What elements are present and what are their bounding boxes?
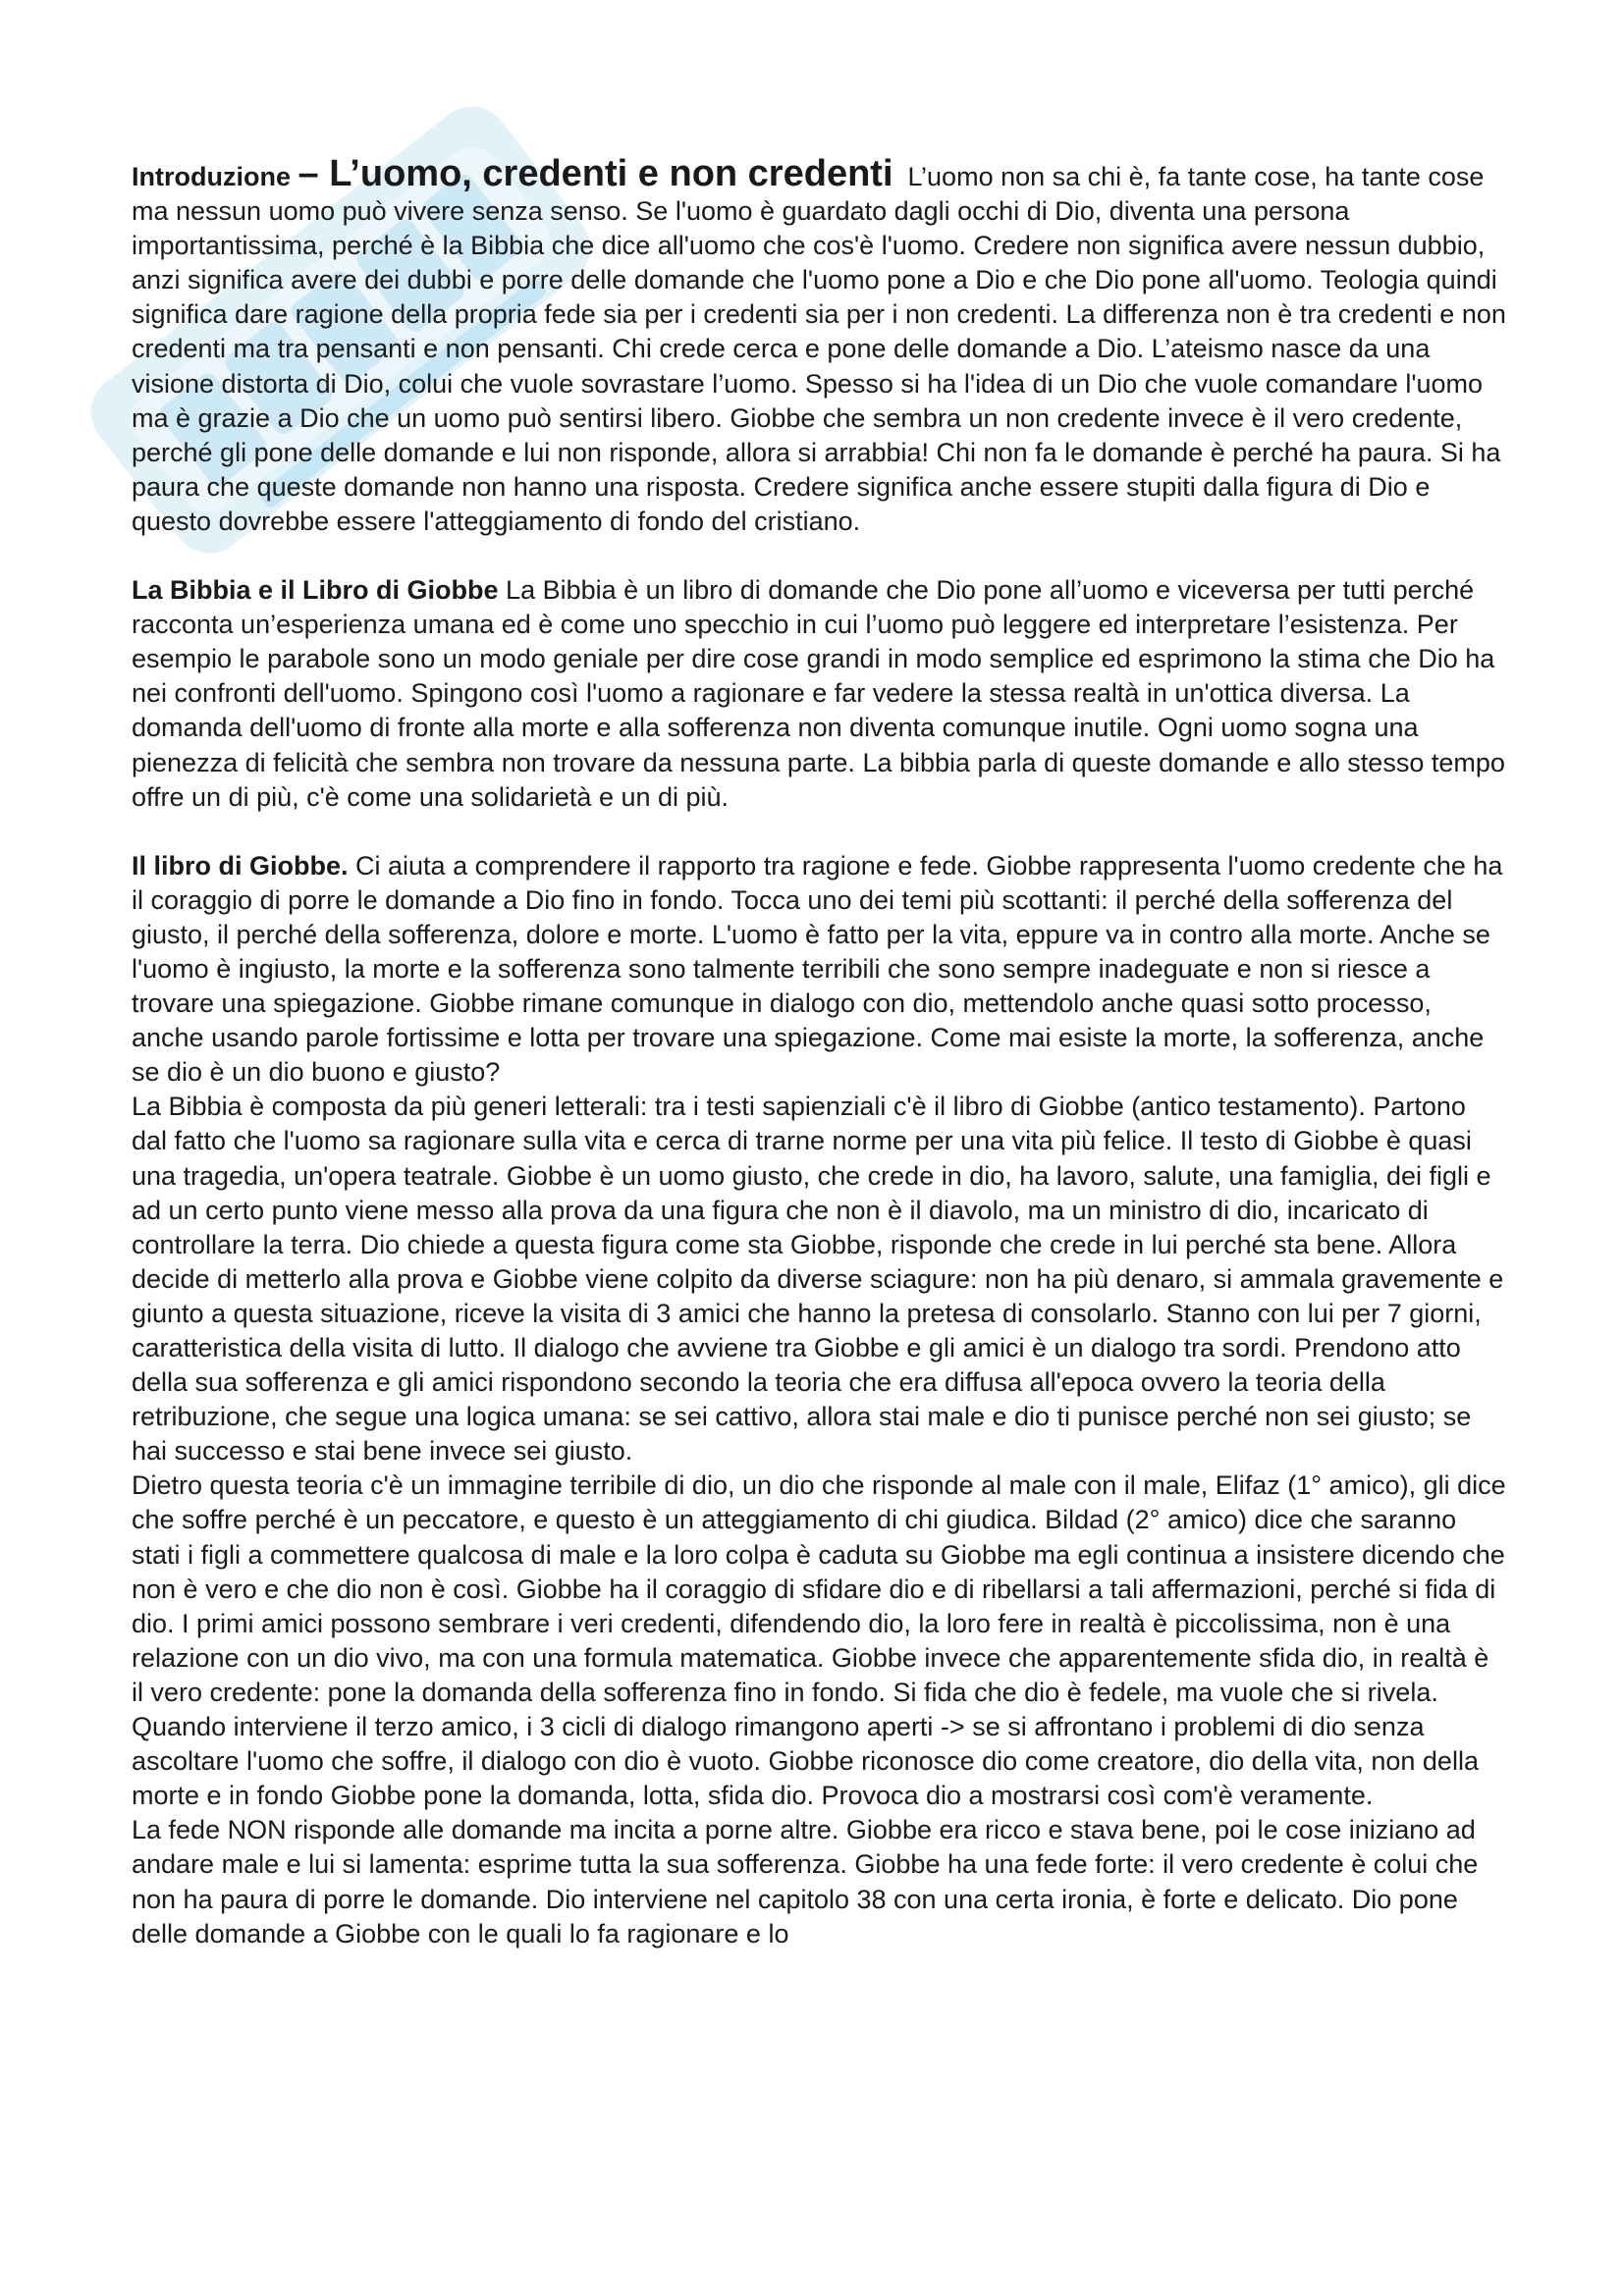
document-text	[132, 153, 1506, 1951]
giobbe-paragraph	[132, 849, 1506, 1091]
giobbe-body: Ci aiuta a comprendere il rapporto tra ragione e fede. Giobbe rappresenta l'uomo credente che ha il coraggio di porre le domande a Dio fino in fondo. Tocca uno dei temi più scottanti: il perché della sofferenza del giusto, il perché della sofferenza, dolore e morte. L'uomo è fatto per la vita, eppure va in contro alla morte. Anche se l'uomo è ingiusto, la morte e la sofferenza sono talmente terribili che sono sempre inadeguate e non si riesce a trovare una spiegazione. Giobbe rimane comunque in dialogo con dio, mettendolo anche quasi sotto processo, anche usando parole fortissime e lotta per trovare una spiegazione. Come mai esiste la morte, la sofferenza, anche se dio è un dio buono e giusto?	[132, 850, 1503, 1088]
bibbia-body: La Bibbia è un libro di domande che Dio pone all’uomo e viceversa per tutti perché racconta un’esperienza umana ed è come uno specchio in cui l’uomo può leggere ed interpretare l’esistenza. Per esempio le parabole sono un modo geniale per dire cose grandi in modo semplice ed esprimono la stima che Dio ha nei confronti dell'uomo. Spingono così l'uomo a ragionare e far vedere la stessa realtà in un'ottica diversa. La domanda dell'uomo di fronte alla morte e alla sofferenza non diventa comunque inutile. Ogni uomo sogna una pienezza di felicità che sembra non trovare da nessuna parte. La bibbia parla di queste domande e allo stesso tempo offre un di più, c'è come una solidarietà e un di più.	[132, 575, 1505, 812]
giobbe-title: Il libro di Giobbe.	[132, 850, 349, 881]
giobbe-paragraph-2: La Bibbia è composta da più generi letterali: tra i testi sapienziali c'è il libro di Giobbe (antico testamento). Partono dal fatto che l'uomo sa ragionare sulla vita e cerca di trarne norme per una vita più felice. Il testo di Giobbe è quasi una tragedia, un'opera teatrale. Giobbe è un uomo giusto, che crede in dio, ha lavoro, salute, una famiglia, dei figli e ad un certo punto viene messo alla prova da una figura che non è il diavolo, ma un ministro di dio, incaricato di controllare la terra. Dio chiede a questa figura come sta Giobbe, risponde che crede in lui perché sta bene. Allora decide di metterlo alla prova e Giobbe viene colpito da diverse sciagure: non ha più denaro, si ammala gravemente e giunto a questa situazione, riceve la visita di 3 amici che hanno la pretesa di consolarlo. Stanno con lui per 7 giorni, caratteristica della visita di lutto. Il dialogo che avviene tra Giobbe e gli amici è un dialogo tra sordi. Prendono atto della sua sofferenza e gli amici rispondono secondo la teoria che era diffusa all'epoca ovvero la teoria della retribuzione, che segue una logica umana: se sei cattivo, allora stai male e dio ti punisce perché non sei giusto; se hai successo e stai bene invece sei giusto.	[132, 1092, 1504, 1467]
giobbe-paragraph-3: Dietro questa teoria c'è un immagine terribile di dio, un dio che risponde al male con il male, Elifaz (1° amico), gli dice che soffre perché è un peccatore, e questo è un atteggiamento di chi giudica. Bildad (2° amico) dice che saranno stati i figli a commettere qualcosa di male e la loro colpa è caduta su Giobbe ma egli continua a insistere dicendo che non è vero e che dio non è così. Giobbe ha il coraggio di sfidare dio e di ribellarsi a tali affermazioni, perché si fida di dio. I primi amici possono sembrare i veri credenti, difendendo dio, la loro fere in realtà è piccolissima, non è una relazione con un dio vivo, ma con una formula matematica. Giobbe invece che apparentemente sfida dio, in realtà è il vero credente: pone la domanda della sofferenza fino in fondo. Si fida che dio è fedele, ma vuole che si rivela. Quando interviene il terzo amico, i 3 cicli di dialogo rimangono aperti -> se si affrontano i problemi di dio senza ascoltare l'uomo che soffre, il dialogo con dio è vuoto. Giobbe riconosce dio come creatore, dio della vita, non della morte e in fondo Giobbe pone la domanda, lotta, sfida dio. Provoca dio a mostrarsi così com'è veramente.	[132, 1470, 1506, 1811]
bibbia-title: La Bibbia e il Libro di Giobbe	[132, 575, 499, 606]
bibbia-paragraph	[132, 573, 1506, 815]
intro-body: L’uomo non sa chi è, fa tante cose, ha tante cose ma nessun uomo può vivere senza senso. Se l'uomo è guardato dagli occhi di Dio, diventa una persona importantissima, perché è la Bibbia che dice all'uomo che cos'è l'uomo. Credere non significa avere nessun dubbio, anzi significa avere dei dubbi e porre delle domande che l'uomo pone a Dio e che Dio pone all'uomo. Teologia quindi significa dare ragione della propria fede sia per i credenti sia per i non credenti. La differenza non è tra credenti e non credenti ma tra pensanti e non pensanti. Chi crede cerca e pone delle domande a Dio. L’ateismo nasce da una visione distorta di Dio, colui che vuole sovrastare l’uomo. Spesso si ha l'idea di un Dio che vuole comandare l'uomo ma è grazie a Dio che un uomo può sentirsi libero. Giobbe che sembra un non credente invece è il vero credente, perché gli pone delle domande e lui non risponde, allora si arrabbia! Chi non fa le domande è perché ha paura. Si ha paura che queste domande non hanno una risposta. Credere significa anche essere stupiti dalla figura di Dio e questo dovrebbe essere l'atteggiamento di fondo del cristiano.	[132, 162, 1506, 536]
giobbe-paragraph-4: La fede NON risponde alle domande ma incita a porne altre. Giobbe era ricco e stava bene, poi le cose iniziano ad andare male e lui si lamenta: esprime tutta la sua sofferenza. Giobbe ha una fede forte: il vero credente è colui che non ha paura di porre le domande. Dio interviene nel capitolo 38 con una certa ironia, è forte e delicato. Dio pone delle domande a Giobbe con le quali lo fa ragionare e lo	[132, 1815, 1479, 1949]
intro-title: – L’uomo, credenti e non credenti	[298, 153, 893, 194]
intro-label: Introduzione	[132, 162, 291, 191]
intro-paragraph	[132, 153, 1506, 539]
